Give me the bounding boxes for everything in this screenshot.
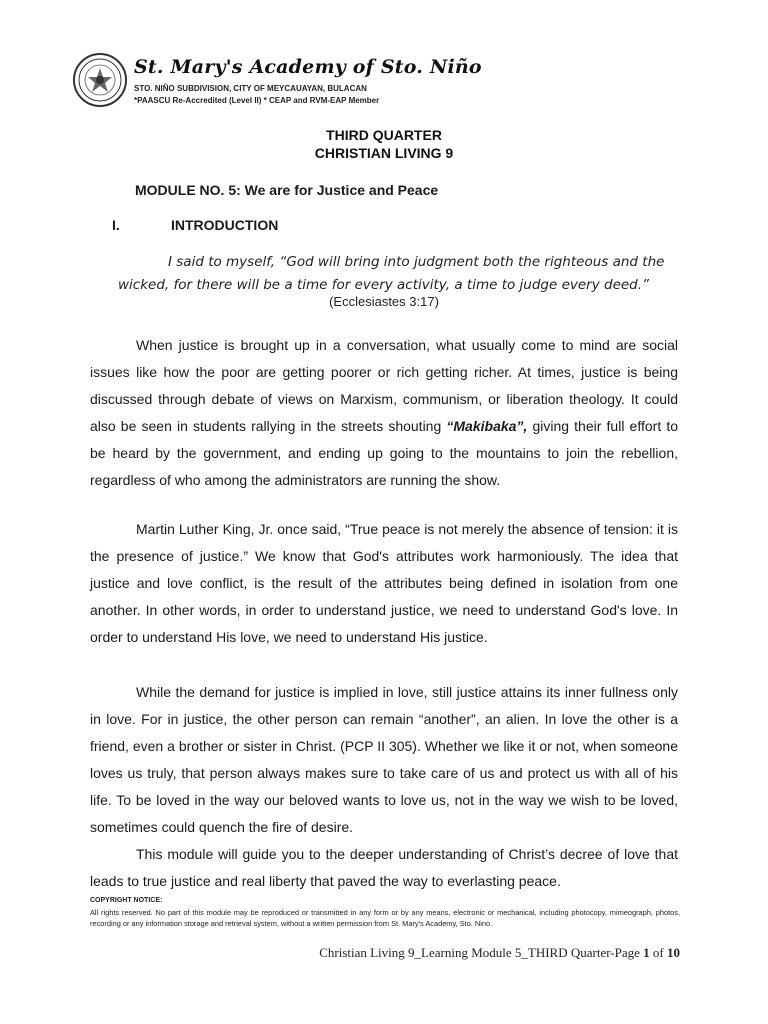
- page-current: 1: [643, 945, 650, 960]
- page-total: 10: [667, 945, 680, 960]
- module-title: MODULE NO. 5: We are for Justice and Peace: [135, 182, 439, 198]
- section-title: INTRODUCTION: [171, 217, 279, 233]
- quarter-title: THIRD QUARTER: [326, 127, 442, 143]
- page-label: Christian Living 9_Learning Module 5_THIRD Quarter-Page: [319, 945, 640, 960]
- school-accreditation: *PAASCU Re-Accredited (Level II) * CEAP and RVM-EAP Member: [134, 96, 380, 105]
- letterhead: [72, 52, 692, 108]
- page-footer: [319, 945, 680, 961]
- paragraph-1: [90, 332, 678, 494]
- school-name: St. Mary's Academy of Sto. Niño: [134, 56, 482, 78]
- paragraph-1-start: When justice is brought up in a conversation, what usually come to mind are social issues like how the poor are getting poorer or rich getting richer. At times, justice is being discussed through debate of views on Marxism, communism, or liberation theology. It could also be seen in students rallying in the streets shouting: [90, 337, 678, 434]
- makibaka-emphasis: “Makibaka”,: [446, 418, 528, 434]
- subject-title: CHRISTIAN LIVING 9: [314, 145, 454, 161]
- paragraph-2: Martin Luther King, Jr. once said, “True peace is not merely the absence of tension: it is the presence of justice.” We know that God's attributes work harmoniously. The idea that justice and love conflict, is the result of the attributes being defined in isolation from one another. In other words, in order to understand justice, we need to understand God's love. In order to understand His love, we need to understand His justice.: [90, 521, 678, 645]
- paragraph-1-end: giving their full effort to be heard by the government, and ending up going to the mountains to join the rebellion, regardless of who among the administrators are running the show.: [90, 418, 679, 488]
- copyright-heading: COPYRIGHT NOTICE:: [90, 897, 163, 904]
- school-address: STO. NIÑO SUBDIVISION, CITY OF MEYCAUAYAN, BULACAN: [134, 84, 367, 93]
- paragraph-3: While the demand for justice is implied in love, still justice attains its inner fullness only in love. For in justice, the other person can remain “another”, an alien. In love the other is a friend, even a brother or sister in Christ. (PCP II 305). Whether we like it or not, when someone loves us truly, that person always makes sure to take care of us and protect us with all of his life. To be loved in the way our beloved wants to love us, not in the way we wish to be loved, sometimes could quench the fire of desire.: [90, 684, 678, 835]
- page-of: of: [652, 945, 664, 960]
- school-seal-icon: [72, 52, 128, 108]
- bible-quote-reference: (Ecclesiastes 3:17): [329, 294, 439, 309]
- bible-quote: I said to myself, “God will bring into judgment both the righteous and the wicked, for there will be a time for every activity, a time to judge every deed.”: [118, 254, 665, 293]
- paragraph-4: This module will guide you to the deeper understanding of Christ’s decree of love that leads to true justice and real liberty that paved the way to everlasting peace.: [90, 846, 678, 889]
- section-number: I.: [112, 217, 120, 233]
- copyright-text: All rights reserved. No part of this module may be reproduced or transmitted in any form or by any means, electronic or mechanical, including photocopy, mimeograph, photos, recording or any information storage and retrieval system, without a written permission from St. Mary's Academy, Sto. Nino.: [90, 908, 680, 928]
